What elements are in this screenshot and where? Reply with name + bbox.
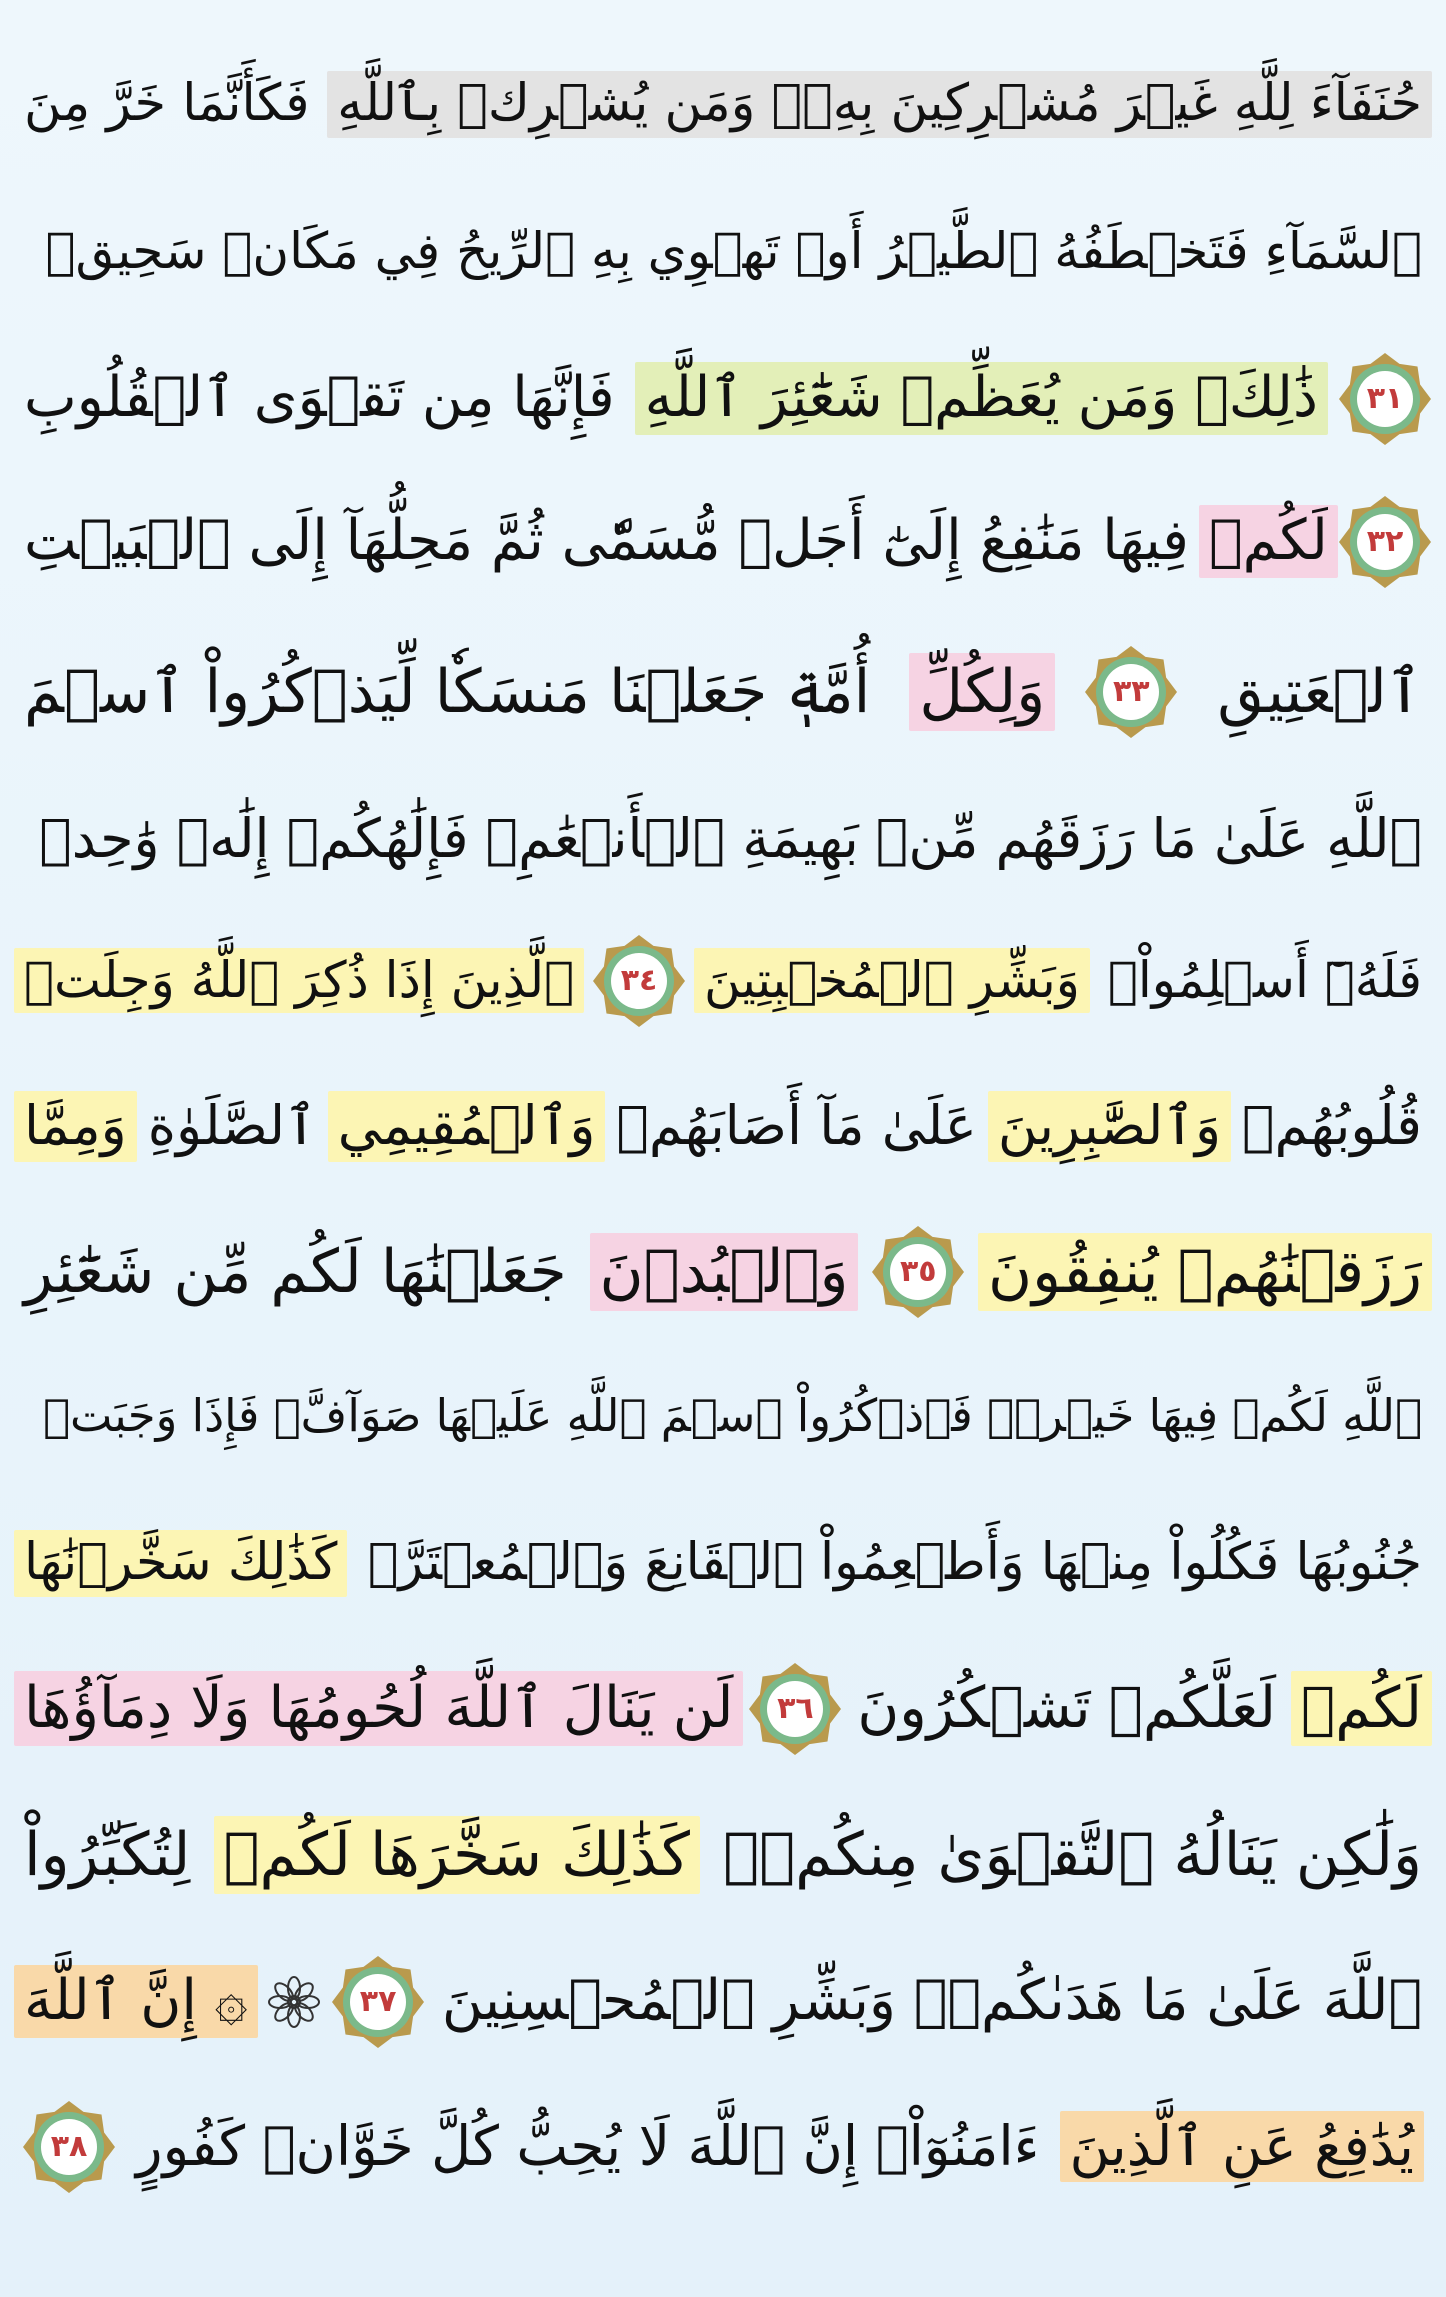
verse-line	[14, 909, 1432, 1052]
verse-text: جُنُوبُهَا فَكُلُواْ مِنۡهَا وَأَطۡعِمُواْ ٱلۡقَانِعَ وَٱلۡمُعۡتَرَّۚ	[367, 1533, 1422, 1593]
verse-text: ٱللَّهَ عَلَىٰ مَا هَدَىٰكُمۡۗ وَبَشِّرِ ٱلۡمُحۡسِنِينَ	[441, 1968, 1422, 2034]
highlighted-text-yellow: وَبَشِّرِ ٱلۡمُخۡبِتِينَ	[694, 948, 1090, 1013]
verse-text: ٱلسَّمَآءِ فَتَخۡطَفُهُ ٱلطَّيۡرُ أَوۡ تَهۡوِي بِهِ ٱلرِّيحُ فِي مَكَانٖ سَحِيقٖ	[45, 222, 1422, 280]
highlighted-text-grey: حُنَفَآءَ لِلَّهِ غَيۡرَ مُشۡرِكِينَ بِهِۦۚ وَمَن يُشۡرِكۡ بِٱللَّهِ	[327, 71, 1432, 137]
ayah-number-marker[interactable]	[1338, 352, 1432, 446]
ayah-number-marker[interactable]	[331, 1955, 425, 2049]
verse-line	[14, 620, 1432, 763]
ayah-number-marker[interactable]	[1084, 645, 1178, 739]
highlighted-text-pink: وَلِكُلِّ	[909, 653, 1055, 731]
highlighted-text-pink: وَٱلۡبُدۡنَ	[590, 1233, 859, 1311]
verse-line	[14, 1345, 1432, 1488]
ayah-number-marker[interactable]	[592, 934, 686, 1028]
verse-line	[14, 33, 1432, 176]
verse-line	[14, 327, 1432, 470]
verse-text: قُلُوبُهُمۡ	[1242, 1094, 1422, 1158]
verse-text: فَلَهُۥٓ أَسۡلِمُواْۗ	[1107, 951, 1422, 1009]
ayah-number: ٣٥	[899, 1254, 937, 1289]
highlighted-text-orange: يُدَٰفِعُ عَنِ ٱلَّذِينَ	[1060, 2111, 1424, 2183]
verse-line	[14, 1783, 1432, 1926]
verse-line	[14, 1200, 1432, 1343]
highlighted-text-yellow: ٱلَّذِينَ إِذَا ذُكِرَ ٱللَّهُ وَجِلَتۡ	[14, 948, 584, 1013]
highlighted-text-pink: لَكُمۡ	[1199, 505, 1338, 578]
ayah-number: ٣٧	[359, 1984, 397, 2019]
verse-text: لَعَلَّكُمۡ تَشۡكُرُونَ	[857, 1675, 1277, 1742]
ayah-number-marker[interactable]	[748, 1662, 842, 1756]
verse-text: فِيهَا مَنَٰفِعُ إِلَىٰٓ أَجَلٖ مُّسَمّٗى ثُمَّ مَحِلُّهَآ إِلَى ٱلۡبَيۡتِ	[24, 508, 1189, 574]
verse-text: عَلَىٰ مَآ أَصَابَهُمۡ	[616, 1094, 977, 1158]
ayah-number: ٣٦	[777, 1691, 814, 1726]
verse-text: لِتُكَبِّرُواْ	[24, 1819, 191, 1890]
verse-line	[14, 1637, 1432, 1780]
ayah-number: ٣٢	[1366, 524, 1404, 559]
verse-line	[14, 180, 1432, 323]
verse-text: فَكَأَنَّمَا خَرَّ مِنَ	[24, 74, 310, 134]
rub-el-hizb-icon	[264, 1972, 324, 2032]
highlighted-text-pink: لَن يَنَالَ ٱللَّهَ لُحُومُهَا وَلَا دِمَآؤُهَا	[14, 1671, 743, 1745]
highlighted-text-yellow: وَٱلصَّٰبِرِينَ	[988, 1091, 1231, 1161]
highlighted-text-yellow: وَٱلۡمُقِيمِي	[328, 1091, 606, 1161]
verse-line	[14, 2075, 1432, 2218]
verse-text: ءَامَنُوٓاْۗ إِنَّ ٱللَّهَ لَا يُحِبُّ كُلَّ خَوَّانٖ كَفُورٍ	[136, 2113, 1040, 2178]
highlighted-text-orange: ۞ إِنَّ ٱللَّهَ	[14, 1965, 258, 2038]
highlighted-text-green: ذَٰلِكَۖ وَمَن يُعَظِّمۡ شَعَٰٓئِرَ ٱللَّهِ	[635, 362, 1328, 435]
verse-text: ٱللَّهِ عَلَىٰ مَا رَزَقَهُم مِّنۢ بَهِيمَةِ ٱلۡأَنۡعَٰمِۗ فَإِلَٰهُكُمۡ إِلَٰهٞ وَٰحِدٞ	[39, 807, 1422, 871]
highlighted-text-yellow: لَكُمۡ	[1291, 1671, 1432, 1745]
highlighted-text-yellow: رَزَقۡنَٰهُمۡ يُنفِقُونَ	[978, 1233, 1432, 1311]
ayah-number-marker[interactable]	[871, 1225, 965, 1319]
verse-line	[14, 1492, 1432, 1635]
verse-line	[14, 768, 1432, 911]
ayah-number-marker[interactable]	[1338, 495, 1432, 589]
verse-text: ٱللَّهِ لَكُمۡ فِيهَا خَيۡرٞۖ فَٱذۡكُرُواْ ٱسۡمَ ٱللَّهِ عَلَيۡهَا صَوَآفَّۖ فَإِذَا وَجَبَتۡ	[42, 1389, 1422, 1443]
ayah-number: ٣٤	[620, 963, 658, 998]
highlighted-text-yellow: كَذَٰلِكَ سَخَّرَهَا لَكُمۡ	[214, 1816, 700, 1894]
verse-text: فَإِنَّهَا مِن تَقۡوَى ٱلۡقُلُوبِ	[24, 365, 615, 431]
verse-line	[14, 1930, 1432, 2073]
ayah-number: ٣٨	[50, 2129, 88, 2164]
highlighted-text-yellow: كَذَٰلِكَ سَخَّرۡنَٰهَا	[14, 1530, 347, 1596]
highlighted-text-yellow: وَمِمَّا	[14, 1091, 137, 1161]
verse-text: ٱلصَّلَوٰةِ	[147, 1094, 317, 1158]
verse-line	[14, 1055, 1432, 1198]
verse-text: جَعَلۡنَٰهَا لَكُم مِّن شَعَٰٓئِرِ	[24, 1236, 567, 1307]
verse-text: ٱلۡعَتِيقِ	[1217, 656, 1422, 727]
ayah-number: ٣١	[1366, 381, 1404, 416]
verse-text: وَلَٰكِن يَنَالُهُ ٱلتَّقۡوَىٰ مِنكُمۡۚ	[723, 1819, 1422, 1890]
verse-line	[14, 470, 1432, 613]
ayah-number-marker[interactable]	[22, 2100, 116, 2194]
ayah-number: ٣٣	[1112, 674, 1150, 709]
verse-text: أُمَّةٖ جَعَلۡنَا مَنسَكٗا لِّيَذۡكُرُواْ ٱسۡمَ	[24, 656, 871, 727]
